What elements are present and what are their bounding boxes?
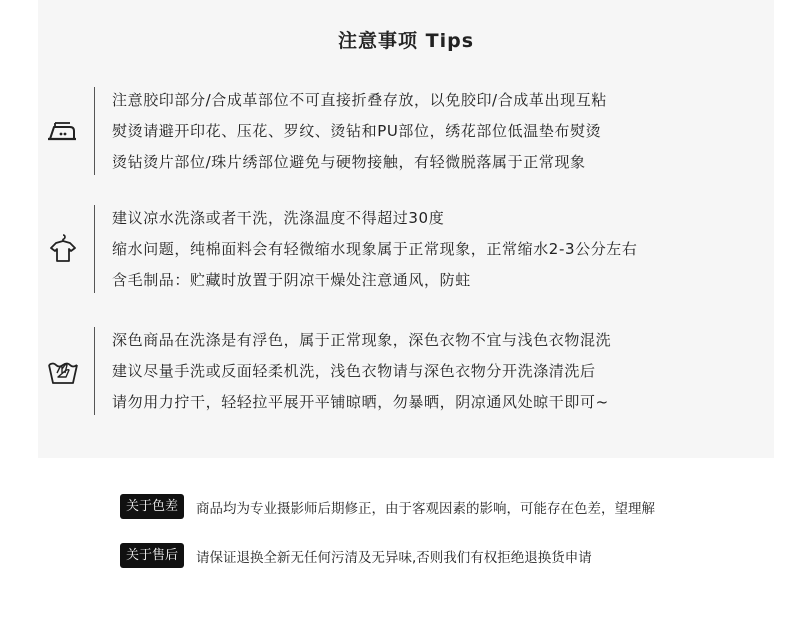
iron-icon <box>44 115 82 149</box>
care-text <box>112 85 607 178</box>
note-text: 商品均为专业摄影师后期修正，由于客观因素的影响，可能存在色差，望理解 <box>196 500 656 517</box>
section-divider <box>94 87 95 175</box>
care-line: 注意胶印部分/合成革部位不可直接折叠存放，以免胶印/合成革出现互粘 <box>112 91 607 109</box>
hand-wash-icon <box>44 353 82 387</box>
color-difference-note <box>120 494 655 519</box>
note-label: 关于色差 <box>120 494 184 519</box>
section-divider <box>94 205 95 293</box>
care-text <box>112 325 611 418</box>
after-sales-note <box>120 543 592 568</box>
note-label: 关于售后 <box>120 543 184 568</box>
care-text <box>112 203 638 296</box>
care-line: 建议凉水洗涤或者干洗，洗涤温度不得超过30度 <box>112 209 445 227</box>
section-divider <box>94 327 95 415</box>
care-line: 深色商品在洗涤是有浮色，属于正常现象，深色衣物不宜与浅色衣物混洗 <box>112 331 612 349</box>
care-line: 请勿用力拧干，轻轻拉平展开平铺晾晒，勿暴晒，阴凉通风处晾干即可~ <box>112 393 609 411</box>
care-line: 含毛制品：贮藏时放置于阴凉干燥处注意通风，防蛀 <box>112 271 471 289</box>
shirt-hanger-icon <box>44 231 82 265</box>
care-line: 建议尽量手洗或反面轻柔机洗，浅色衣物请与深色衣物分开洗涤清洗后 <box>112 362 596 380</box>
care-line: 缩水问题，纯棉面料会有轻微缩水现象属于正常现象，正常缩水2-3公分左右 <box>112 240 638 258</box>
care-line: 烫钻烫片部位/珠片绣部位避免与硬物接触，有轻微脱落属于正常现象 <box>112 153 586 171</box>
care-line: 熨烫请避开印花、压花、罗纹、烫钻和PU部位，绣花部位低温垫布熨烫 <box>112 122 602 140</box>
note-text: 请保证退换全新无任何污清及无异味,否则我们有权拒绝退换货申请 <box>196 549 592 566</box>
page-title: 注意事项 Tips <box>338 30 474 52</box>
tips-panel <box>38 0 774 458</box>
